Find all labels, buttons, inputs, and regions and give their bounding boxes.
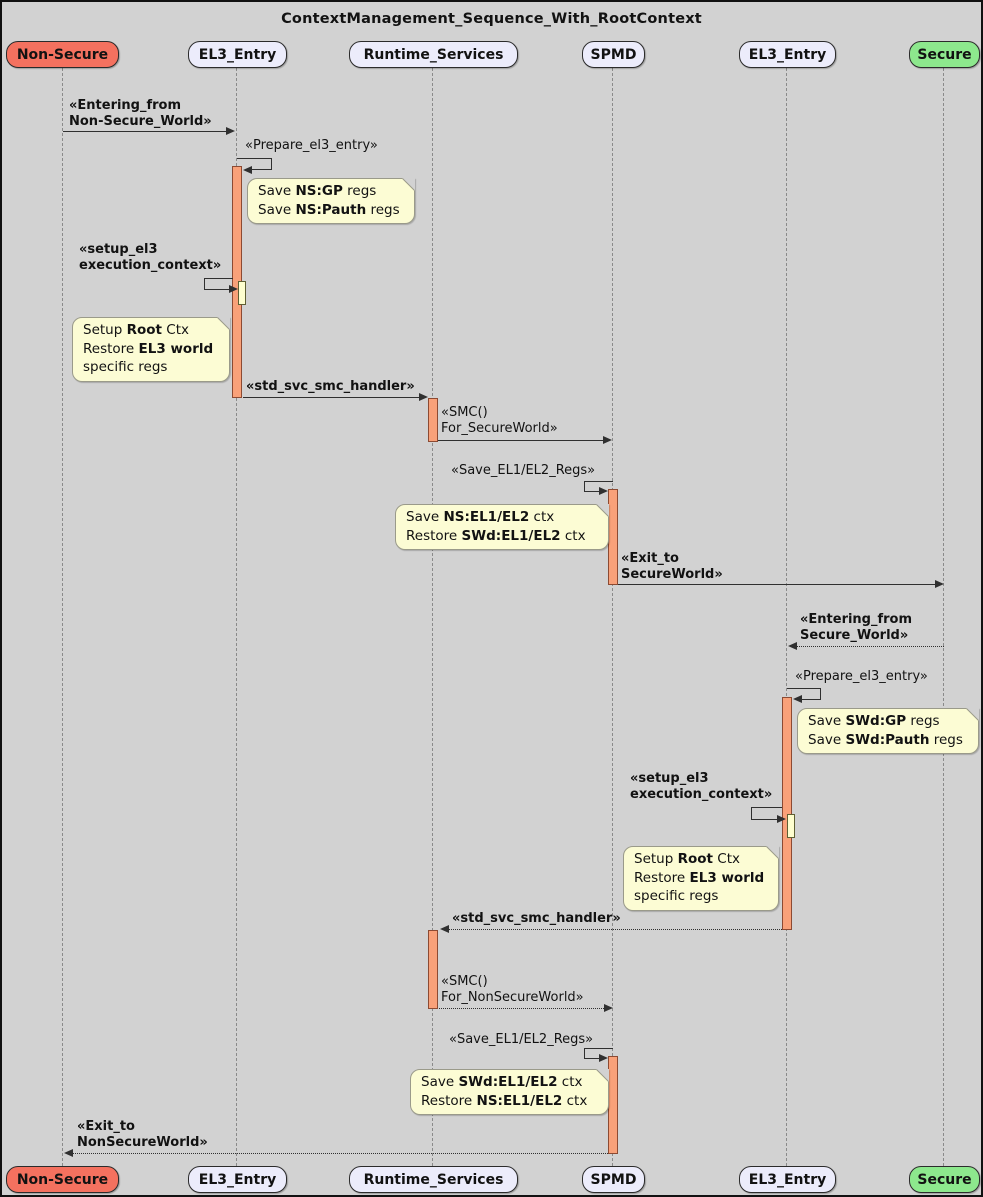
arrowhead-left-icon — [64, 1149, 73, 1157]
participant-spmd-top — [582, 41, 645, 68]
participant-secure-bottom — [909, 1166, 980, 1193]
participant-label: EL3_Entry — [748, 1171, 827, 1188]
message-label-std-svc-smc-handler-2: «std_svc_smc_handler» — [452, 911, 621, 926]
message-arrow — [63, 131, 226, 132]
message-label-entering-from-secure-world: «Entering_from Secure_World» — [800, 612, 913, 643]
activation-spmd-1 — [608, 489, 618, 585]
activation-nested-setup-el3-left — [238, 281, 246, 305]
message-label-save-el1-el2-regs-1: «Save_EL1/EL2_Regs» — [451, 463, 596, 478]
message-label-save-el1-el2-regs-2: «Save_EL1/EL2_Regs» — [449, 1032, 594, 1047]
arrowhead-right-icon — [603, 436, 612, 444]
message-label-prepare-el3-entry-1: «Prepare_el3_entry» — [245, 138, 378, 153]
arrowhead-right-icon — [226, 127, 235, 135]
activation-nested-setup-el3-right — [787, 814, 795, 838]
participant-el3-entry-right-top — [739, 41, 836, 68]
self-message-line — [584, 1048, 613, 1049]
message-label-std-svc-smc-handler-1: «std_svc_smc_handler» — [246, 379, 415, 394]
participant-non-secure-top — [6, 41, 119, 68]
message-label-exit-to-secureworld: «Exit_to SecureWorld» — [621, 551, 723, 582]
message-arrow — [449, 929, 782, 930]
diagram-title: ContextManagement_Sequence_With_RootContext — [281, 11, 702, 27]
lifeline-non-secure — [62, 68, 63, 1166]
self-message-line — [252, 169, 271, 170]
message-label-exit-to-nonsecureworld: «Exit_to NonSecureWorld» — [77, 1119, 208, 1150]
lifeline-el3-entry-right — [786, 68, 787, 1166]
message-arrow — [438, 440, 603, 441]
participant-label: Runtime_Services — [363, 1171, 504, 1188]
participant-label: Secure — [917, 1171, 972, 1188]
participant-label: Non-Secure — [16, 46, 109, 63]
message-label-setup-el3-execution-context-2: «setup_el3 execution_context» — [630, 771, 773, 802]
arrowhead-right-icon — [599, 1054, 608, 1062]
activation-runtime-services-1 — [428, 398, 438, 442]
arrowhead-right-icon — [229, 285, 238, 293]
self-message-line — [802, 699, 820, 700]
message-arrow — [439, 1008, 604, 1009]
participant-label: SPMD — [590, 1171, 637, 1188]
participant-spmd-bottom — [582, 1166, 645, 1193]
self-message-line — [584, 1058, 599, 1059]
participant-label: Secure — [917, 46, 972, 63]
participant-label: Runtime_Services — [363, 46, 504, 63]
note-save-swd-el1-el2-ctx: Save SWd:EL1/EL2 ctx Restore NS:EL1/EL2 ctx — [410, 1069, 609, 1115]
participant-el3-entry-left-top — [188, 41, 287, 68]
self-message-line — [751, 807, 782, 808]
message-label-prepare-el3-entry-2: «Prepare_el3_entry» — [795, 669, 928, 684]
self-message-line — [751, 819, 777, 820]
participant-el3-entry-left-bottom — [188, 1166, 287, 1193]
self-message-line — [787, 688, 820, 689]
arrowhead-right-icon — [604, 1004, 613, 1012]
note-save-ns-gp-pauth: Save NS:GP regs Save NS:Pauth regs — [247, 178, 415, 224]
participant-label: SPMD — [590, 46, 637, 63]
arrowhead-left-icon — [243, 166, 252, 174]
message-label-smc-for-secureworld: «SMC() For_SecureWorld» — [441, 405, 558, 436]
self-message-line — [204, 278, 233, 279]
self-message-line — [820, 688, 821, 700]
participant-runtime-services-top — [349, 41, 518, 68]
message-label-entering-from-non-secure-world: «Entering_from Non-Secure_World» — [69, 98, 212, 129]
activation-spmd-2 — [608, 1056, 618, 1154]
lifeline-secure — [943, 68, 944, 1166]
arrowhead-right-icon — [419, 393, 428, 401]
activation-runtime-services-2 — [428, 930, 438, 1009]
participant-label: Non-Secure — [16, 1171, 109, 1188]
note-save-ns-el1-el2-ctx: Save NS:EL1/EL2 ctx Restore SWd:EL1/EL2 ctx — [395, 504, 609, 550]
self-message-line — [237, 158, 271, 159]
arrowhead-left-icon — [440, 925, 449, 933]
arrowhead-right-icon — [777, 815, 786, 823]
message-arrow — [243, 397, 419, 398]
message-arrow — [797, 646, 944, 647]
note-setup-root-ctx-2: Setup Root Ctx Restore EL3 world specific regs — [623, 846, 779, 911]
message-arrow — [73, 1153, 608, 1154]
participant-secure-top — [909, 41, 980, 68]
self-message-line — [584, 491, 599, 492]
participant-el3-entry-right-bottom — [739, 1166, 836, 1193]
self-message-line — [271, 158, 272, 170]
self-message-line — [584, 481, 613, 482]
participant-runtime-services-bottom — [349, 1166, 518, 1193]
message-label-smc-for-nonsecureworld: «SMC() For_NonSecureWorld» — [441, 974, 584, 1005]
participant-non-secure-bottom — [6, 1166, 119, 1193]
participant-label: EL3_Entry — [198, 46, 277, 63]
self-message-line — [204, 289, 229, 290]
arrowhead-right-icon — [599, 487, 608, 495]
participant-label: EL3_Entry — [198, 1171, 277, 1188]
message-label-setup-el3-execution-context-1: «setup_el3 execution_context» — [79, 242, 222, 273]
arrowhead-left-icon — [788, 642, 797, 650]
note-save-swd-gp-pauth: Save SWd:GP regs Save SWd:Pauth regs — [797, 708, 979, 754]
arrowhead-right-icon — [935, 580, 944, 588]
note-setup-root-ctx-1: Setup Root Ctx Restore EL3 world specific regs — [72, 317, 230, 382]
lifeline-spmd — [612, 68, 613, 1166]
participant-label: EL3_Entry — [748, 46, 827, 63]
message-arrow — [618, 584, 935, 585]
arrowhead-left-icon — [793, 695, 802, 703]
